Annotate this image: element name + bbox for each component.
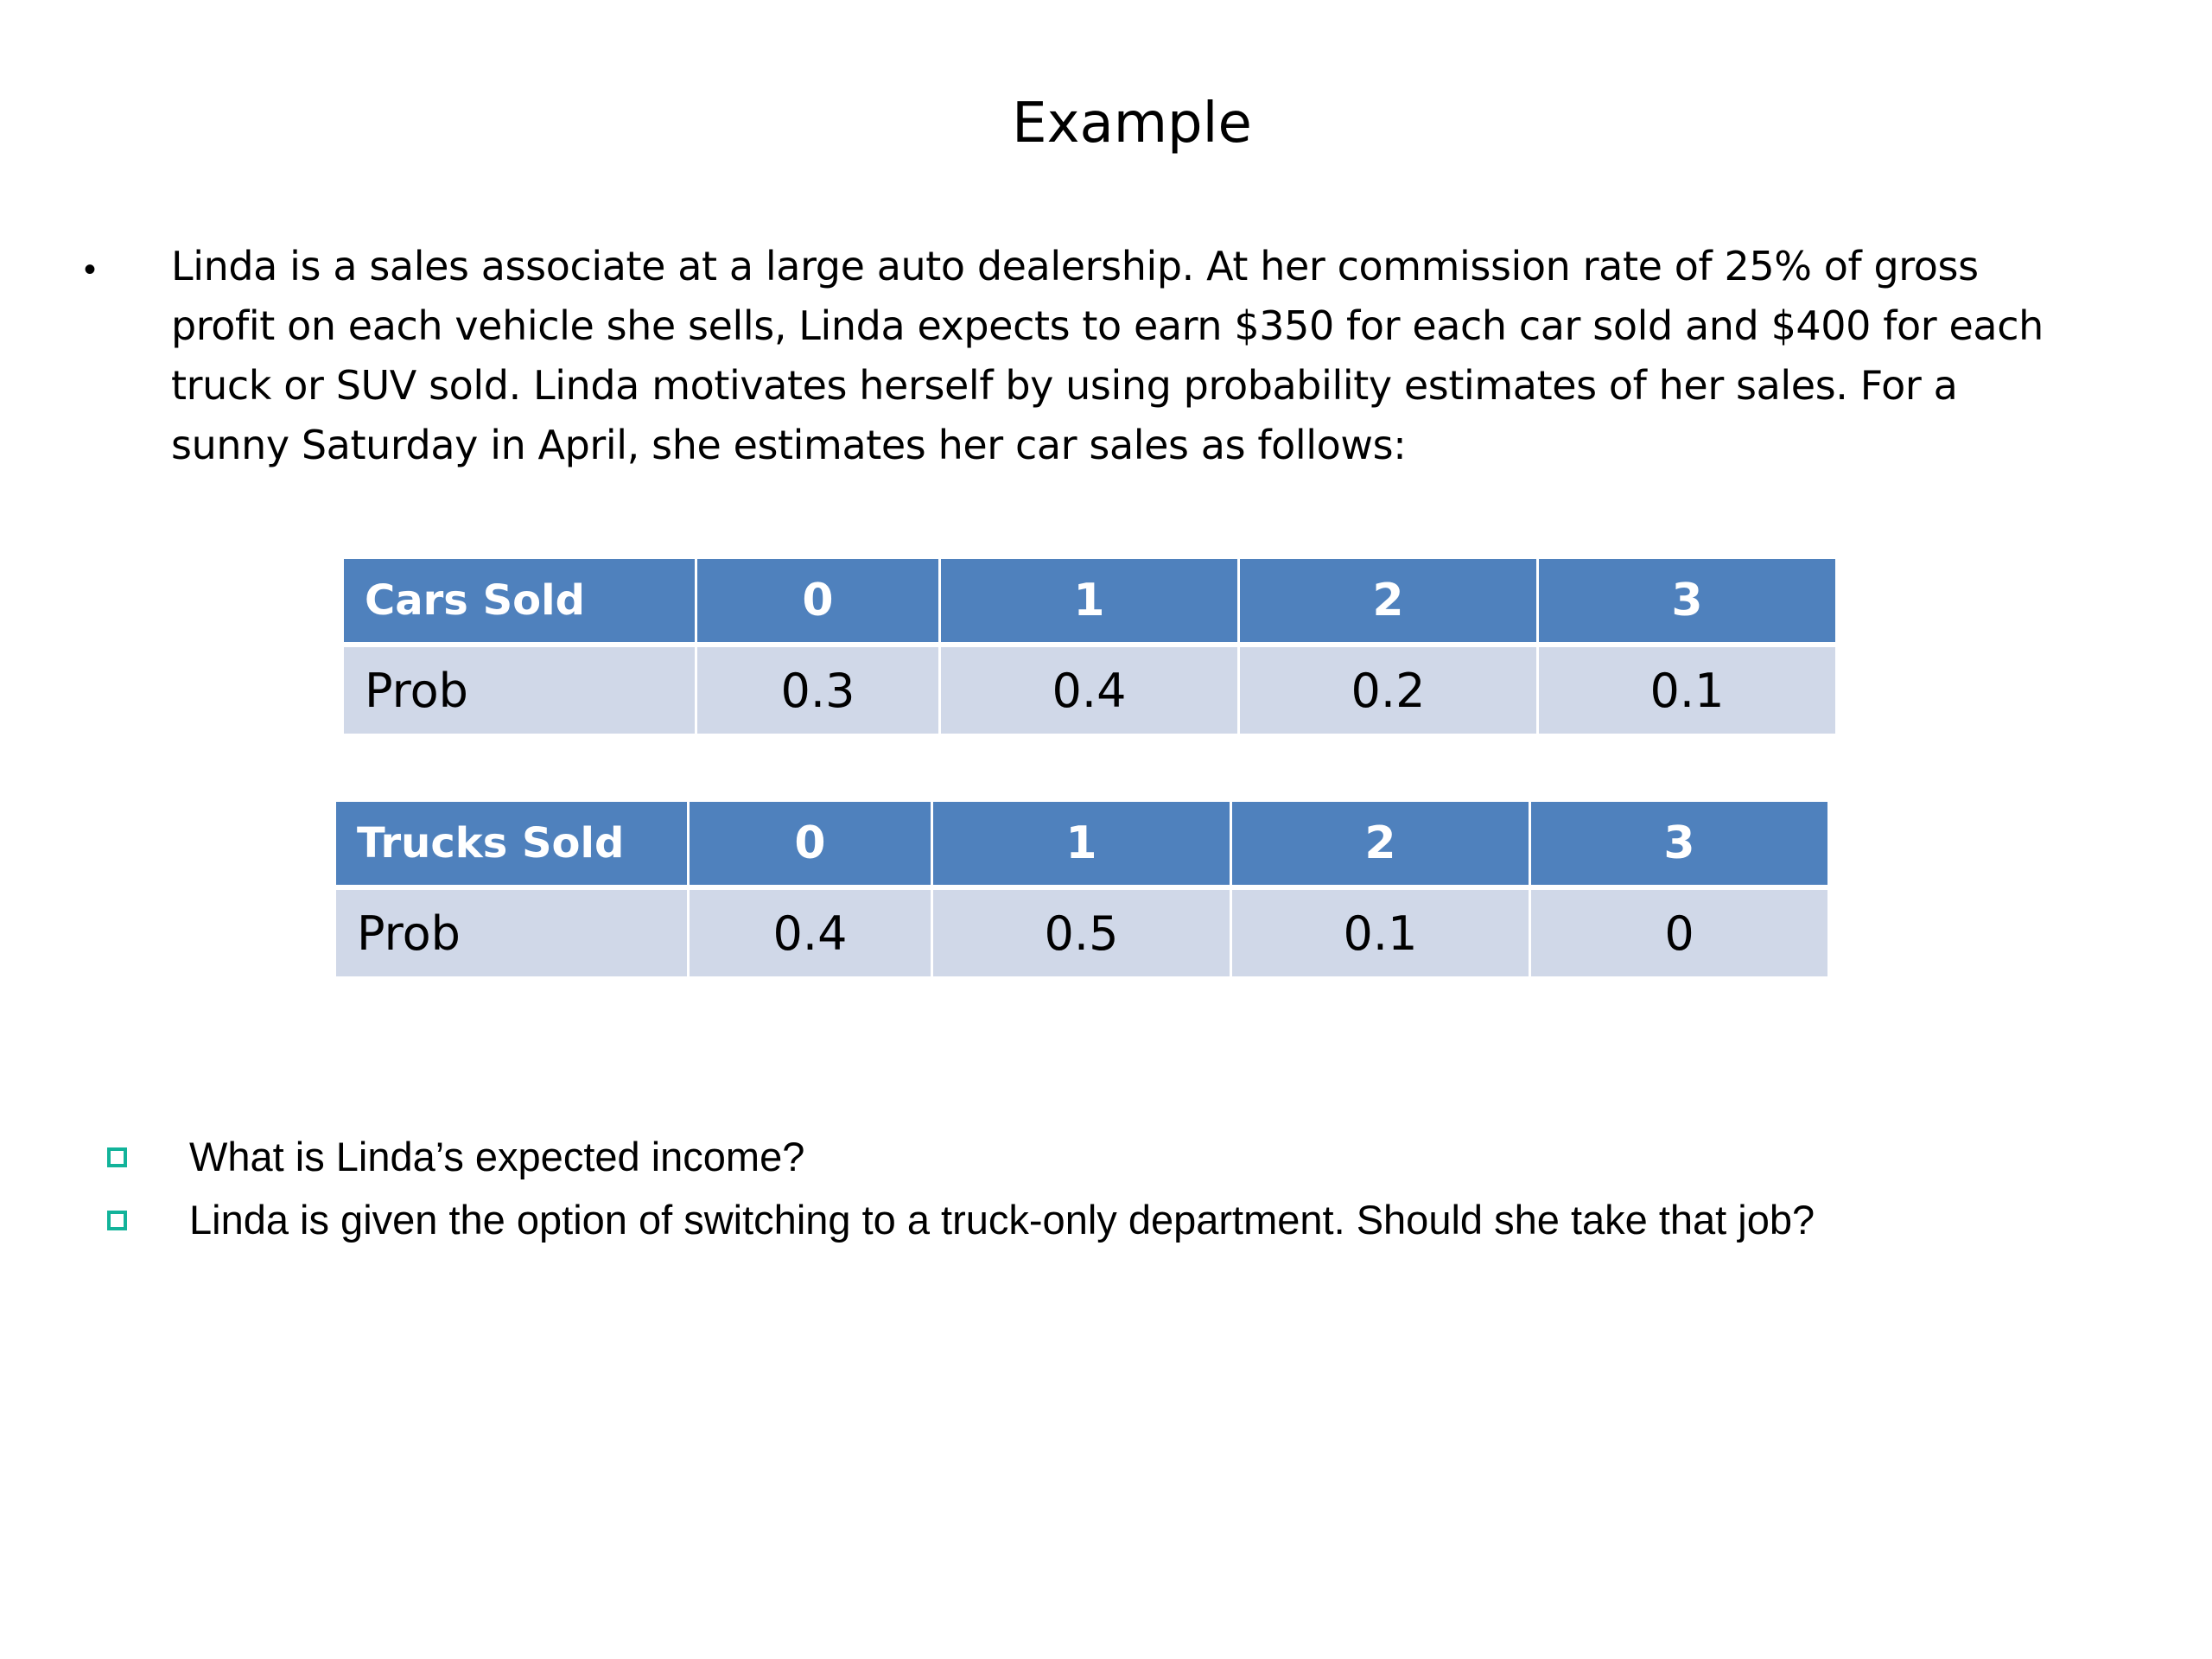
table-header-cell: 1 — [941, 559, 1240, 647]
table-cell: 0.2 — [1240, 647, 1539, 736]
table-cell: Prob — [336, 890, 690, 979]
table-header-cell: 2 — [1232, 802, 1531, 890]
table-cell: 0.3 — [697, 647, 941, 736]
table-header-cell: 3 — [1531, 802, 1830, 890]
table-cell: 0.5 — [933, 890, 1232, 979]
table-header-cell: 0 — [690, 802, 933, 890]
table-header-cell: 3 — [1539, 559, 1838, 647]
table-header-cell: 1 — [933, 802, 1232, 890]
table-cell: 0.1 — [1232, 890, 1531, 979]
table-header-cell: 0 — [697, 559, 941, 647]
table-cell: 0 — [1531, 890, 1830, 979]
paragraph-line: Linda is a sales associate at a large auto dealership. At her commission rate of 25% of gross — [171, 243, 1979, 289]
table-cell: 0.4 — [941, 647, 1240, 736]
paragraph-line: sunny Saturday in April, she estimates her car sales as follows: — [171, 422, 1407, 468]
trucks-sold-table — [336, 802, 1830, 979]
square-outline-icon — [107, 1211, 127, 1230]
bullet-dot-icon: • — [84, 251, 97, 289]
question-text: What is Linda’s expected income? — [189, 1134, 805, 1179]
table-row — [336, 890, 1830, 979]
cars-sold-table — [344, 559, 1838, 736]
paragraph-line: truck or SUV sold. Linda motivates herself by using probability estimates of her sales. For a — [171, 362, 1958, 409]
table-row — [344, 647, 1838, 736]
table-cell: 0.1 — [1539, 647, 1838, 736]
table-header-row — [344, 559, 1838, 647]
square-outline-icon — [107, 1147, 127, 1167]
table-cell: Prob — [344, 647, 697, 736]
table-header-cell: 2 — [1240, 559, 1539, 647]
question-text: Linda is given the option of switching to a truck-only department. Should she take that job? — [189, 1197, 1815, 1243]
table-header-row — [336, 802, 1830, 890]
problem-paragraph — [171, 237, 2158, 475]
table-header-cell: Cars Sold — [344, 559, 697, 647]
table-header-cell: Trucks Sold — [336, 802, 690, 890]
slide-title: Example — [1012, 92, 1252, 156]
paragraph-line: profit on each vehicle she sells, Linda expects to earn $350 for each car sold and $400 for each — [171, 302, 2044, 349]
table-cell: 0.4 — [690, 890, 933, 979]
